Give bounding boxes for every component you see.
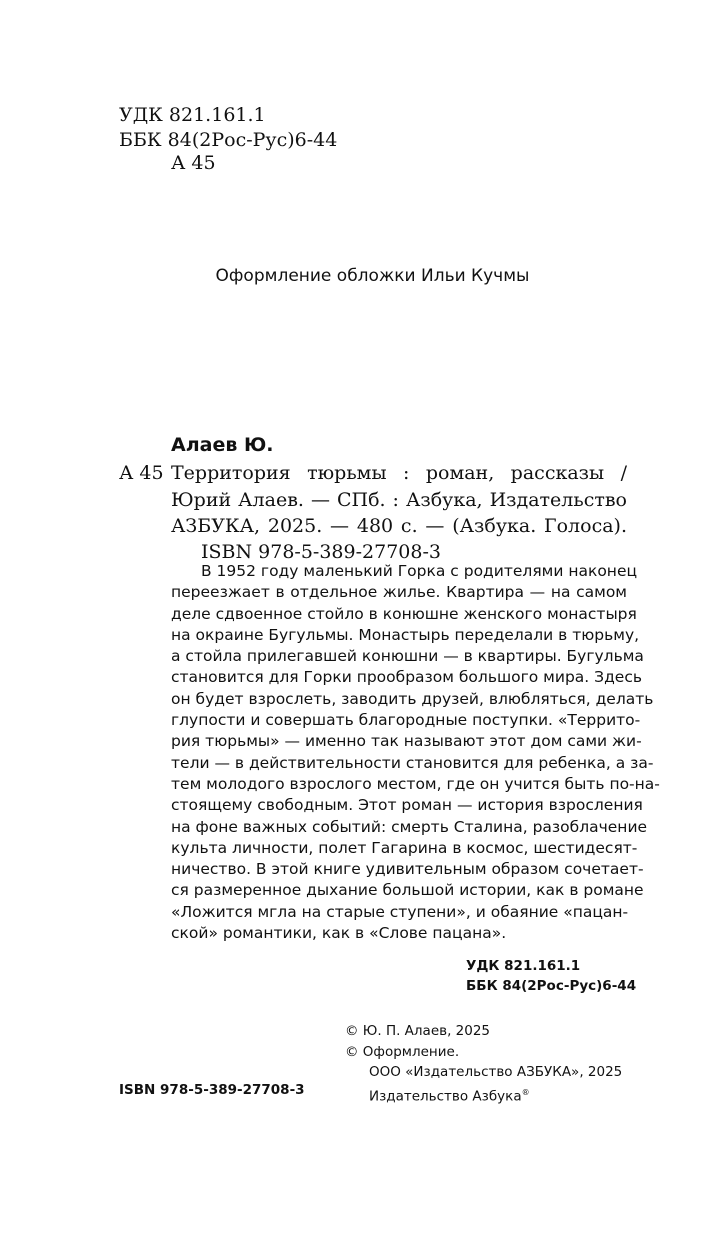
bibliographic-description xyxy=(171,460,627,540)
bib-line: АЗБУКА, 2025. — 480 с. — (Азбука. Голоса). xyxy=(171,515,627,537)
isbn-footer: ISBN 978-5-389-27708-3 xyxy=(119,1082,305,1098)
copyright-design: © Оформление. xyxy=(345,1044,460,1060)
annotation-line: рия тюрьмы» — именно так называют этот дом сами жи- xyxy=(171,732,642,751)
copyright-author: © Ю. П. Алаев, 2025 xyxy=(345,1023,491,1039)
annotation-line: а стойла прилегавшей конюшни — в квартиры. Бугульма xyxy=(171,647,644,666)
copyright-publisher: ООО «Издательство АЗБУКА», 2025 xyxy=(369,1064,623,1080)
author-heading: Алаев Ю. xyxy=(171,434,274,456)
annotation-line: становится для Горки прообразом большого мира. Здесь xyxy=(171,668,642,687)
bib-line: Территория тюрьмы : роман, рассказы / xyxy=(171,462,627,484)
annotation-line: переезжает в отдельное жилье. Квартира — на самом xyxy=(171,583,627,602)
imprint-line xyxy=(369,1082,530,1108)
bib-line: Юрий Алаев. — СПб. : Азбука, Издательство xyxy=(171,488,627,511)
annotation-line: ничество. В этой книге удивительным образом сочетает- xyxy=(171,860,644,879)
udk-top: УДК 821.161.1 xyxy=(119,104,266,126)
author-code-record: А 45 xyxy=(119,462,164,484)
imprint-name: Издательство Азбука xyxy=(369,1088,522,1105)
bbk-footer: ББК 84(2Рос-Рус)6-44 xyxy=(466,978,637,994)
udk-footer: УДК 821.161.1 xyxy=(466,958,581,974)
annotation-line: стоящему свободным. Этот роман — история взросления xyxy=(171,796,643,815)
annotation-line: глупости и совершать благородные поступки. «Террито- xyxy=(171,711,641,730)
annotation xyxy=(171,561,660,944)
annotation-line: деле сдвоенное стойло в конюшне женского монастыря xyxy=(171,604,637,623)
annotation-line: ся размеренное дыхание большой истории, как в романе xyxy=(171,881,644,900)
isbn-record: ISBN 978-5-389-27708-3 xyxy=(201,541,441,563)
annotation-line: тели — в действительности становится для ребенка, а за- xyxy=(171,753,654,772)
registered-mark: ® xyxy=(521,1088,530,1097)
author-code-top: А 45 xyxy=(171,152,216,174)
annotation-line: на окраине Бугульмы. Монастырь переделали в тюрьму, xyxy=(171,625,640,644)
annotation-line: «Ложится мгла на старые ступени», и обаяние «пацан- xyxy=(171,902,629,921)
cover-credit: Оформление обложки Ильи Кучмы xyxy=(215,266,530,286)
annotation-line: тем молодого взрослого местом, где он учится быть по-на- xyxy=(171,774,660,793)
annotation-line: на фоне важных событий: смерть Сталина, разоблачение xyxy=(171,817,648,836)
annotation-line: он будет взрослеть, заводить друзей, влюбляться, делать xyxy=(171,689,654,708)
annotation-line: ской» романтики, как в «Слове пацана». xyxy=(171,924,507,943)
annotation-line: В 1952 году маленький Горка с родителями наконец xyxy=(201,562,638,580)
annotation-line: культа личности, полет Гагарина в космос, шестидесят- xyxy=(171,838,638,857)
bbk-top: ББК 84(2Рос-Рус)6-44 xyxy=(119,129,338,151)
